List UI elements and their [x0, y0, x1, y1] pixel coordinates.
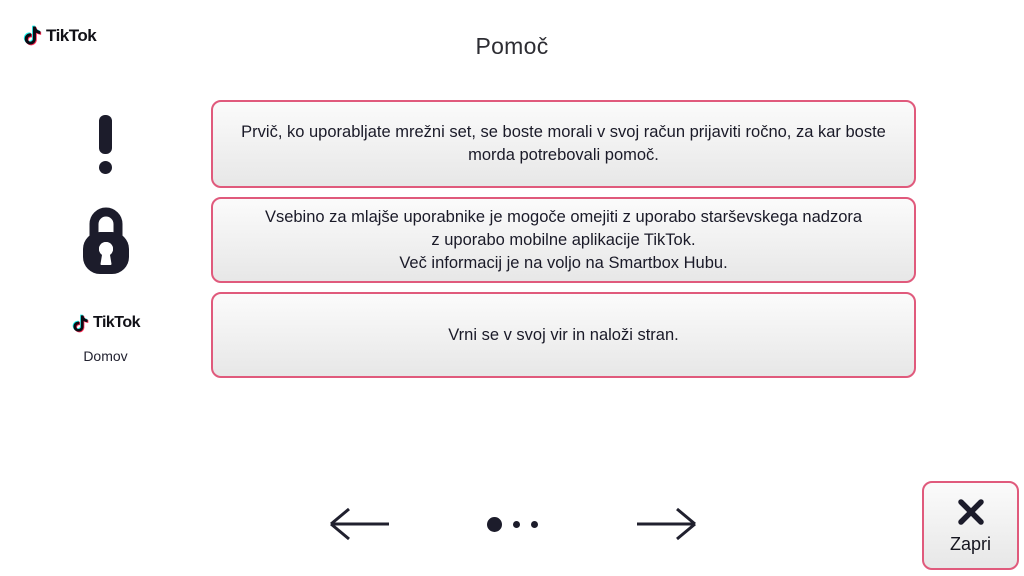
help-text-box [211, 197, 916, 283]
tiktok-logo-small [71, 313, 140, 334]
help-text-box [211, 100, 916, 188]
exclamation-icon [99, 115, 112, 174]
tiktok-home-icon [71, 313, 140, 364]
tiktok-logo-text: TikTok [46, 25, 97, 45]
help-text-line: morda potrebovali pomoč. [468, 146, 659, 164]
home-label: Domov [83, 347, 128, 364]
help-row-first-login [0, 100, 1024, 188]
page-dot[interactable] [531, 521, 538, 528]
page-dot[interactable] [487, 517, 502, 532]
help-row-parental-controls [0, 197, 1024, 283]
arrow-left-icon[interactable] [328, 505, 392, 543]
help-text-line: Vsebino za mlajše uporabnike je mogoče omejiti z uporabo starševskega nadzora [264, 207, 863, 226]
close-x-icon [955, 496, 987, 528]
lock-icon [81, 204, 131, 276]
row-icon-column [0, 197, 211, 283]
help-text-line: Vrni se v svoj vir in naloži stran. [448, 325, 679, 344]
close-button-label: Zapri [949, 534, 991, 554]
help-row-home [0, 292, 1024, 378]
arrow-right-icon[interactable] [634, 505, 698, 543]
help-text-line: z uporabo mobilne aplikacije TikTok. [431, 230, 696, 249]
help-text-line: Prvič, ko uporabljate mrežni set, se boste morali v svoj račun prijaviti ročno, za kar boste [241, 123, 886, 141]
help-text-box [211, 292, 916, 378]
page-title: Pomoč [475, 33, 549, 59]
tiktok-logo-text: TikTok [92, 314, 141, 331]
pagination-dots [447, 505, 577, 543]
row-icon-column [0, 100, 211, 188]
help-text-line: Več informacij je na voljo na Smartbox Hubu. [399, 253, 728, 272]
close-button[interactable] [922, 481, 1019, 570]
tiktok-note-icon [71, 313, 90, 334]
page-dot[interactable] [513, 521, 520, 528]
row-icon-column [0, 292, 211, 378]
